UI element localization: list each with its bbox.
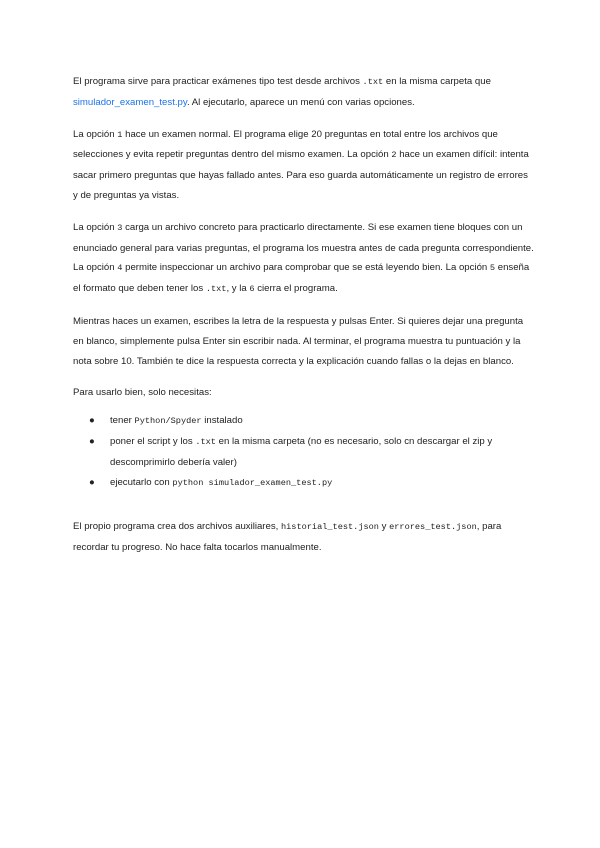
text: La opción: [73, 221, 118, 233]
inline-code: 3: [117, 222, 123, 233]
text: permite inspeccionar un archivo para comprobar que se está leyendo bien. La opción: [122, 262, 490, 274]
bullet-icon: ●: [89, 415, 95, 427]
inline-code: 4: [117, 263, 123, 274]
inline-code: 1: [117, 129, 123, 140]
script-link[interactable]: simulador_examen_test.py: [73, 96, 187, 108]
inline-code: .txt: [205, 284, 227, 295]
text: en la misma carpeta que: [383, 76, 491, 87]
inline-code: .txt: [362, 77, 384, 87]
paragraph-exam-usage: Mientras haces un examen, escribes la letra de la respuesta y pulsas Enter. Si quieres dejar una pregunta en blanco, simplemente pulsa Enter sin escribir nada. Al terminar, el programa muestra tu puntuación y la nota sobre 10. También te dice la respuesta correcta y la explicación cuando fallas o la dejas en blanco.: [73, 315, 524, 367]
bullet-icon: ●: [89, 476, 95, 488]
text: hace un examen normal. El programa elige 20 preguntas en total entre los archivos que selecciones y evita repetir preguntas dentro del mismo examen. La opción: [73, 128, 498, 161]
inline-code: 6: [249, 284, 255, 295]
inline-code: 5: [489, 263, 496, 274]
text: poner el script y los: [110, 435, 196, 447]
text: tener: [110, 415, 135, 427]
inline-code: errores_test.json: [389, 522, 477, 533]
paragraph-requirements: Para usarlo bien, solo necesitas:: [73, 387, 212, 399]
text: instalado: [201, 415, 243, 427]
inline-code: Python/Spyder: [134, 416, 202, 427]
document-body: [73, 72, 535, 570]
requirements-list: [73, 411, 535, 493]
text: cierra el programa.: [254, 283, 338, 295]
paragraph-options-1-2: [73, 125, 535, 206]
text: en la misma carpeta (no es necesario, solo cn descargar el zip y descomprimirlo debería valer): [110, 435, 493, 468]
text: carga un archivo concreto para practicarlo directamente. Si ese examen tiene bloques con un enunciado general para varias preguntas, el programa los muestra antes de cada pregunta correspondiente. La opción: [73, 221, 534, 274]
text: El propio programa crea dos archivos auxiliares,: [73, 521, 281, 533]
inline-code: .txt: [195, 436, 216, 447]
text: y: [378, 521, 390, 533]
list-item: [73, 411, 535, 432]
paragraph-aux-files: [73, 517, 535, 558]
inline-code: 2: [391, 150, 397, 161]
inline-code: historial_test.json: [280, 522, 379, 533]
text: , para recordar tu progreso. No hace falta tocarlos manualmente.: [73, 521, 502, 554]
text: . Al ejecutarlo, aparece un menú con varias opciones.: [186, 96, 415, 108]
text: , y la: [226, 283, 250, 295]
paragraph-intro: [73, 72, 535, 113]
text: El programa sirve para practicar exámenes tipo test desde archivos: [73, 76, 363, 87]
list-item: [73, 473, 535, 494]
inline-code: python simulador_examen_test.py: [172, 477, 333, 488]
text: La opción: [73, 128, 118, 140]
bullet-icon: ●: [89, 435, 95, 447]
paragraph-options-3-6: [73, 218, 535, 300]
list-item: [73, 432, 535, 473]
text: ejecutarlo con: [110, 476, 173, 488]
text: enseña el formato que deben tener los: [73, 262, 530, 295]
text: hace un examen difícil: intenta sacar primero preguntas que hayas fallado antes. Para eso guarda automáticamente un registro de errores y de preguntas ya vistas.: [73, 149, 529, 201]
